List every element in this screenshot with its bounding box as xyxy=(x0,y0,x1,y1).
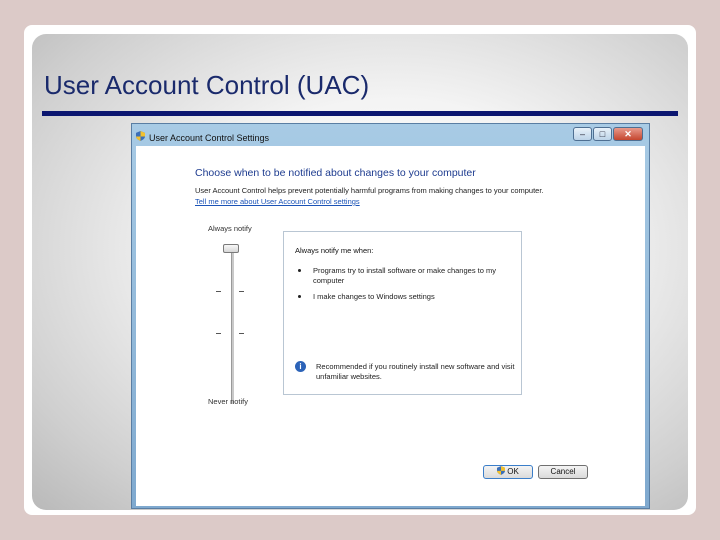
settings-heading: Choose when to be notified about changes to your computer xyxy=(195,167,476,179)
ok-button-label: OK xyxy=(507,467,519,476)
info-header: Always notify me when: xyxy=(295,246,374,255)
info-bullet-1: Programs try to install software or make changes to my computer xyxy=(313,266,496,285)
recommendation-text: Recommended if you routinely install new software and visit unfamiliar websites. xyxy=(316,362,515,381)
notify-slider-thumb[interactable] xyxy=(223,244,239,253)
slider-top-label: Always notify xyxy=(208,224,252,233)
bullet-icon xyxy=(298,269,301,272)
uac-shield-icon xyxy=(497,466,505,475)
info-bullet-2: I make changes to Windows settings xyxy=(313,292,435,301)
maximize-button[interactable]: □ xyxy=(593,127,612,141)
notification-info-panel xyxy=(283,231,522,395)
slider-tick xyxy=(239,333,244,334)
slider-tick xyxy=(239,291,244,292)
info-icon: i xyxy=(295,361,306,372)
ok-button[interactable] xyxy=(483,465,533,479)
uac-shield-icon xyxy=(136,131,145,141)
window-title: User Account Control Settings xyxy=(149,133,270,143)
window-content xyxy=(136,146,645,506)
close-button[interactable]: ✕ xyxy=(613,127,643,141)
slider-tick xyxy=(216,333,221,334)
slider-bottom-label: Never notify xyxy=(208,397,249,406)
slide-title: User Account Control (UAC) xyxy=(44,70,370,100)
uac-settings-window xyxy=(131,123,650,509)
learn-more-link[interactable]: Tell me more about User Account Control settings xyxy=(195,197,360,206)
window-titlebar[interactable] xyxy=(132,124,649,146)
bullet-icon xyxy=(298,295,301,298)
cancel-button[interactable]: Cancel xyxy=(538,465,588,479)
slider-tick xyxy=(216,291,221,292)
minimize-button[interactable]: – xyxy=(573,127,592,141)
title-rule xyxy=(42,111,678,116)
notify-slider-track[interactable] xyxy=(231,244,234,404)
settings-description: User Account Control helps prevent potentially harmful programs from making changes to your computer. xyxy=(195,186,544,195)
